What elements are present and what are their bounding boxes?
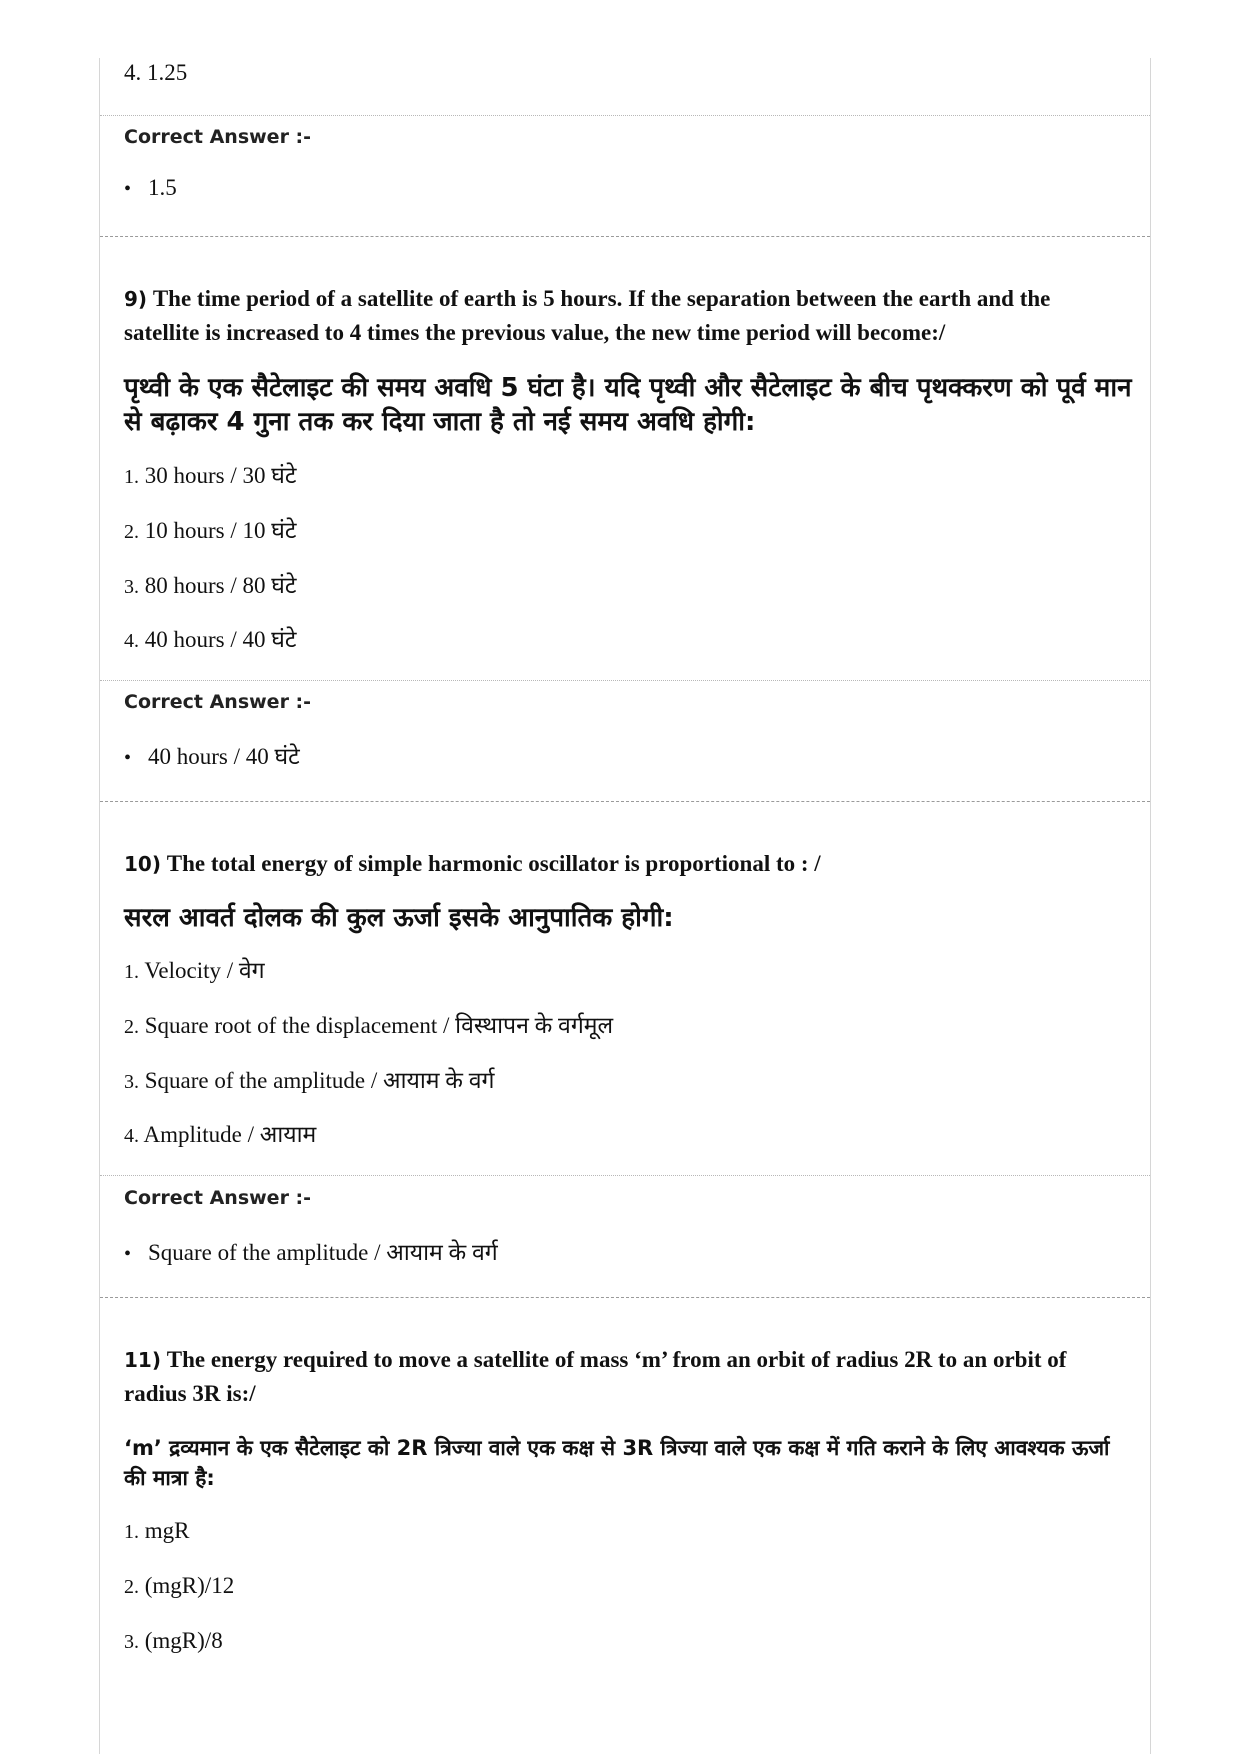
option-text: Square root of the displacement / विस्थापन के वर्गमूल [144, 1013, 614, 1038]
q9-option-1 [124, 458, 296, 490]
q9-option-4 [124, 622, 296, 654]
question-separator [100, 236, 1150, 237]
option-text: 10 hours / 10 घंटे [144, 518, 297, 543]
q10-option-2 [124, 1008, 613, 1040]
q11-option-3 [124, 1628, 223, 1654]
option-text: 40 hours / 40 घंटे [144, 627, 297, 652]
q10-option-4 [124, 1117, 316, 1149]
q9-question-english [124, 282, 1124, 350]
bullet: • [124, 178, 132, 200]
q9-english-text: The time period of a satellite of earth is 5 hours. If the separation between the earth and the satellite is increased to 4 times the previous value, the new time period will become:/ [124, 286, 1051, 345]
option-number: 2. [124, 521, 139, 543]
question-separator [100, 801, 1150, 802]
q10-number: 10) [124, 852, 161, 876]
q10-question-hindi: सरल आवर्त दोलक की कुल ऊर्जा इसके आनुपातिक होगी: [124, 903, 674, 933]
q9-question-hindi: पृथ्वी के एक सैटेलाइट की समय अवधि 5 घंटा है। यदि पृथ्वी और सैटेलाइट के बीच पृथक्करण को पूर्व मान से बढ़ाकर 4 गुना तक कर दिया जाता है तो नई समय अवधि होगी: [124, 373, 1132, 437]
option-number: 4. [124, 1125, 139, 1147]
option-number: 3. [124, 1071, 139, 1093]
divider [100, 680, 1150, 681]
q11-english-text: The energy required to move a satellite of mass ‘m’ from an orbit of radius 2R to an orbit of radius 3R is:/ [124, 1347, 1067, 1406]
option-text: 80 hours / 80 घंटे [144, 573, 297, 598]
q10-correct-answer-text: Square of the amplitude / आयाम के वर्ग [148, 1240, 498, 1265]
option-number: 1. [124, 466, 139, 488]
q10-correct-answer-label: Correct Answer :- [124, 1187, 312, 1209]
q10-option-3 [124, 1063, 494, 1095]
q8-option-4: 4. 1.25 [124, 60, 188, 85]
q9-option-2 [124, 513, 296, 545]
bullet: • [124, 747, 132, 769]
option-number: 1. [124, 961, 139, 983]
option-text: (mgR)/8 [144, 1628, 223, 1653]
divider [100, 1175, 1150, 1176]
option-number: 1. [124, 1521, 139, 1543]
q10-english-text: The total energy of simple harmonic oscillator is proportional to : / [166, 851, 821, 876]
q8-correct-answer-label: Correct Answer :- [124, 126, 312, 148]
q9-correct-answer [124, 739, 300, 771]
bullet: • [124, 1243, 132, 1265]
option-text: Amplitude / आयाम [143, 1122, 317, 1147]
q11-option-2 [124, 1573, 234, 1599]
q9-number: 9) [124, 287, 148, 311]
option-number: 3. [124, 576, 139, 598]
q8-correct-answer [124, 175, 177, 201]
option-number: 3. [124, 1631, 139, 1653]
option-number: 4. [124, 630, 139, 652]
q11-question-hindi: ‘m’ द्रव्यमान के एक सैटेलाइट को 2R त्रिज्या वाले एक कक्ष से 3R त्रिज्या वाले एक कक्ष में गति कराने के लिए आवश्यक ऊर्जा की मात्रा है: [124, 1436, 1110, 1490]
option-text: mgR [144, 1518, 190, 1543]
option-number: 2. [124, 1016, 139, 1038]
option-text: Square of the amplitude / आयाम के वर्ग [144, 1068, 495, 1093]
option-text: (mgR)/12 [144, 1573, 235, 1598]
divider [100, 115, 1150, 116]
q11-question-english [124, 1343, 1124, 1411]
q9-correct-answer-label: Correct Answer :- [124, 691, 312, 713]
option-number: 2. [124, 1576, 139, 1598]
option-text: 30 hours / 30 घंटे [144, 463, 297, 488]
q10-question-english [124, 847, 1124, 881]
q11-number: 11) [124, 1348, 161, 1372]
q11-option-1 [124, 1518, 189, 1544]
option-text: Velocity / वेग [144, 958, 265, 983]
q9-option-3 [124, 568, 296, 600]
q8-correct-answer-text: 1.5 [148, 175, 177, 200]
question-separator [100, 1297, 1150, 1298]
q10-correct-answer [124, 1235, 498, 1267]
question-paper-page [99, 58, 1151, 1754]
q9-correct-answer-text: 40 hours / 40 घंटे [148, 744, 300, 769]
q10-option-1 [124, 953, 265, 985]
